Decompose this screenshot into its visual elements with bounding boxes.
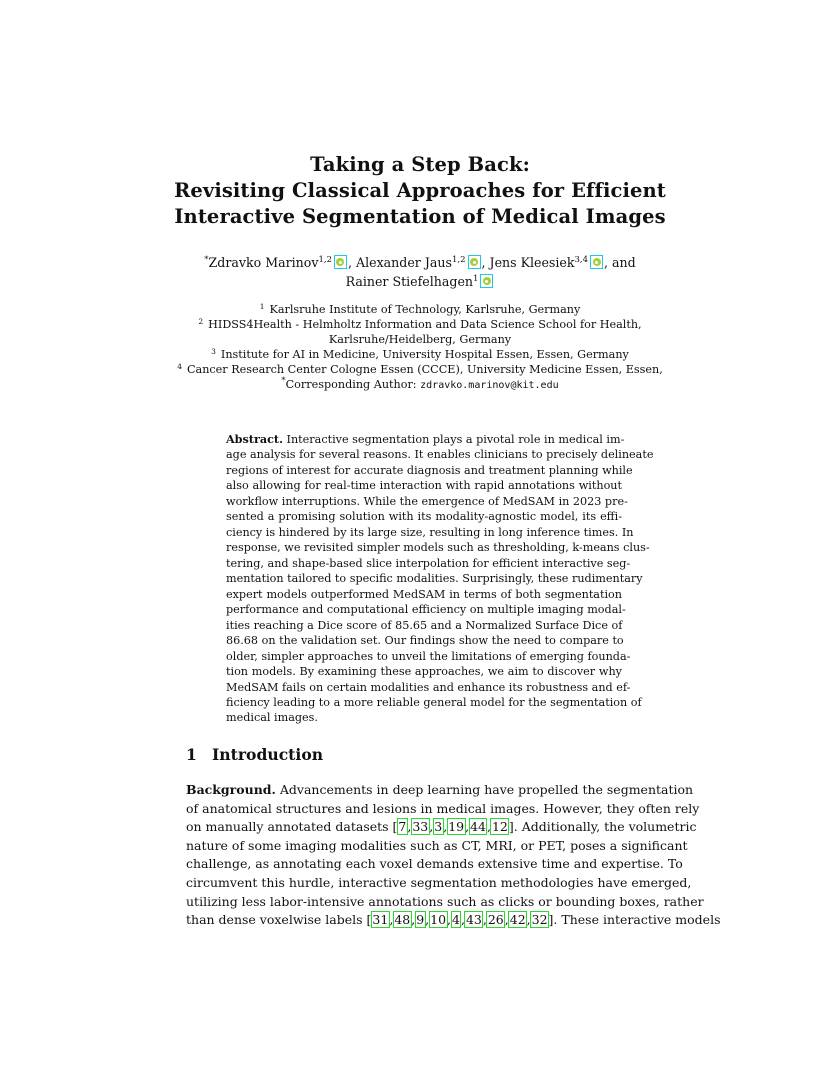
citation-link[interactable]: 33: [412, 819, 429, 835]
body-line: of anatomical structures and lesions in medical images. However, they often rely: [186, 800, 700, 816]
author-alexander-jaus: [356, 255, 482, 270]
paper-title: [0, 152, 840, 230]
affiliation-line: [140, 362, 700, 377]
abstract-label: Abstract.: [226, 432, 283, 446]
abstract-line: ciency is hindered by its large size, resulting in long inference times. In: [226, 525, 634, 539]
author-affiliation-sup: 3,4: [574, 255, 589, 265]
citation-link[interactable]: 3: [434, 819, 443, 835]
orcid-icon[interactable]: [468, 255, 481, 269]
affiliation-line: [140, 302, 700, 317]
title-line: Taking a Step Back:: [310, 153, 530, 176]
abstract-line: also allowing for real-time interaction with rapid annotations without: [226, 479, 622, 493]
body-text: than dense voxelwise labels [: [186, 912, 372, 928]
abstract-text: Interactive segmentation plays a pivotal role in medical im-: [283, 433, 625, 446]
body-line: circumvent this hurdle, interactive segmentation methodologies have emerged,: [186, 874, 692, 890]
abstract-line: [226, 432, 625, 447]
affiliation-text: HIDSS4Health - Helmholtz Information and Data Science School for Health,: [208, 318, 642, 332]
citation-separator: ,: [411, 912, 416, 928]
paragraph-label: Background.: [186, 782, 276, 797]
citation-link[interactable]: 12: [491, 819, 508, 835]
affiliation-number: 3: [211, 347, 216, 357]
abstract-line: performance and computational efficiency on multiple imaging modal-: [226, 603, 626, 617]
abstract-line: response, we revisited simpler models such as thresholding, k-means clus-: [226, 541, 650, 555]
affiliation-text: Karlsruhe/Heidelberg, Germany: [328, 333, 512, 347]
body-line: [186, 781, 694, 800]
abstract-line: regions of interest for accurate diagnosis and treatment planning while: [226, 463, 633, 477]
author-name: Rainer Stiefelhagen: [345, 274, 474, 289]
abstract: [226, 432, 654, 726]
affiliations: [140, 302, 700, 394]
abstract-line: ficiency leading to a more reliable general model for the segmentation of: [226, 695, 642, 709]
author-affiliation-sup: 1,2: [451, 255, 466, 265]
abstract-line: age analysis for several reasons. It enables clinicians to precisely delineate: [226, 448, 654, 462]
body-text: ]. Additionally, the volumetric: [508, 819, 697, 835]
citation-separator: ,: [407, 819, 412, 835]
corresponding-star: *: [204, 255, 209, 265]
section-number: 1: [186, 745, 197, 764]
citation-separator: ,: [465, 819, 470, 835]
author-name: Alexander Jaus: [356, 255, 452, 270]
author-name: Jens Kleesiek: [489, 255, 575, 270]
abstract-line: workflow interruptions. While the emergence of MedSAM in 2023 pre-: [226, 494, 628, 508]
author-rainer-stiefelhagen: [346, 274, 495, 289]
citation-link[interactable]: 31: [372, 912, 389, 928]
abstract-line: ities reaching a Dice score of 85.65 and a Normalized Surface Dice of: [226, 618, 623, 632]
body-line: utilizing less labor-intensive annotations such as clicks or bounding boxes, rather: [186, 893, 704, 909]
author-separator: ,: [347, 255, 356, 270]
corresponding-author-line: [140, 377, 700, 393]
abstract-line: MedSAM fails on certain modalities and enhance its robustness and ef-: [226, 680, 631, 694]
abstract-line: expert models outperformed MedSAM in terms of both segmentation: [226, 587, 622, 601]
body-text: on manually annotated datasets [: [186, 819, 398, 835]
affiliation-number: 1: [259, 302, 265, 311]
author-affiliation-sup: 1,2: [318, 255, 332, 265]
citation-separator: ,: [429, 819, 434, 835]
corresponding-label: Corresponding Author:: [285, 378, 421, 392]
author-list: [150, 253, 690, 291]
citation-separator: ,: [447, 912, 452, 928]
citation-link[interactable]: 43: [465, 912, 482, 928]
affiliation-text: Institute for AI in Medicine, University Hospital Essen, Essen, Germany: [220, 348, 629, 362]
abstract-line: tion models. By examining these approaches, we aim to discover why: [226, 665, 622, 679]
author-jens-kleesiek: [490, 255, 605, 270]
title-line: Interactive Segmentation of Medical Images: [174, 205, 666, 228]
body-line: [186, 818, 697, 837]
author-separator: ,: [481, 255, 490, 270]
citation-separator: ,: [460, 912, 465, 928]
affiliation-number: 2: [198, 317, 204, 327]
corresponding-email[interactable]: zdravko.marinov@kit.edu: [420, 380, 559, 392]
affiliation-text: Cancer Research Center Cologne Essen (CCCE), University Medicine Essen, Essen,: [186, 363, 663, 377]
abstract-line: mentation tailored to specific modalities. Surprisingly, these rudimentary: [226, 572, 643, 586]
title-line: Revisiting Classical Approaches for Efficient: [174, 179, 666, 202]
abstract-line: medical images.: [226, 711, 318, 725]
abstract-line: 86.68 on the validation set. Our findings show the need to compare to: [226, 634, 624, 648]
citation-link[interactable]: 10: [430, 912, 447, 928]
citation-link[interactable]: 7: [398, 819, 407, 835]
citation-separator: ,: [389, 912, 394, 928]
citation-link[interactable]: 26: [487, 912, 504, 928]
affiliation-number: 4: [177, 362, 182, 372]
citation-link[interactable]: 19: [448, 819, 465, 835]
body-line: challenge, as annotating each voxel demands extensive time and expertise. To: [186, 856, 683, 872]
abstract-line: older, simpler approaches to unveil the limitations of emerging founda-: [226, 649, 631, 663]
citation-separator: ,: [425, 912, 430, 928]
body-text: ]. These interactive models: [548, 912, 721, 928]
affiliation-line: [140, 347, 700, 362]
corresponding-star: *: [281, 376, 286, 387]
affiliation-text: Karlsruhe Institute of Technology, Karlsruhe, Germany: [269, 303, 581, 316]
citation-separator: ,: [443, 819, 448, 835]
abstract-line: sented a promising solution with its modality-agnostic model, its effi-: [226, 510, 622, 524]
citation-link[interactable]: 4: [452, 912, 460, 928]
author-name: Zdravko Marinov: [208, 255, 319, 270]
abstract-line: tering, and shape-based slice interpolation for efficient interactive seg-: [226, 556, 631, 570]
section-title: Introduction: [212, 745, 324, 764]
author-affiliation-sup: 1: [473, 274, 479, 284]
citation-separator: ,: [504, 912, 509, 928]
citation-link[interactable]: 42: [509, 912, 526, 928]
citation-separator: ,: [526, 912, 531, 928]
citation-separator: ,: [486, 819, 491, 835]
body-line: nature of some imaging modalities such as CT, MRI, or PET, poses a significant: [186, 837, 688, 853]
author-zdravko-marinov: [204, 255, 348, 270]
orcid-icon[interactable]: [480, 274, 493, 288]
body-paragraph: [186, 781, 721, 930]
orcid-icon[interactable]: [334, 255, 347, 269]
body-text: Advancements in deep learning have propelled the segmentation: [275, 782, 694, 797]
affiliation-line: [140, 332, 700, 347]
citation-separator: ,: [482, 912, 487, 928]
author-separator: , and: [604, 255, 636, 270]
citation-link[interactable]: 48: [394, 912, 411, 928]
section-heading: [186, 745, 323, 765]
body-line: [186, 911, 721, 930]
orcid-icon[interactable]: [590, 255, 603, 269]
citation-link[interactable]: 9: [416, 912, 425, 928]
citation-link[interactable]: 44: [470, 819, 486, 835]
citation-link[interactable]: 32: [531, 912, 548, 928]
affiliation-line: [140, 317, 700, 332]
